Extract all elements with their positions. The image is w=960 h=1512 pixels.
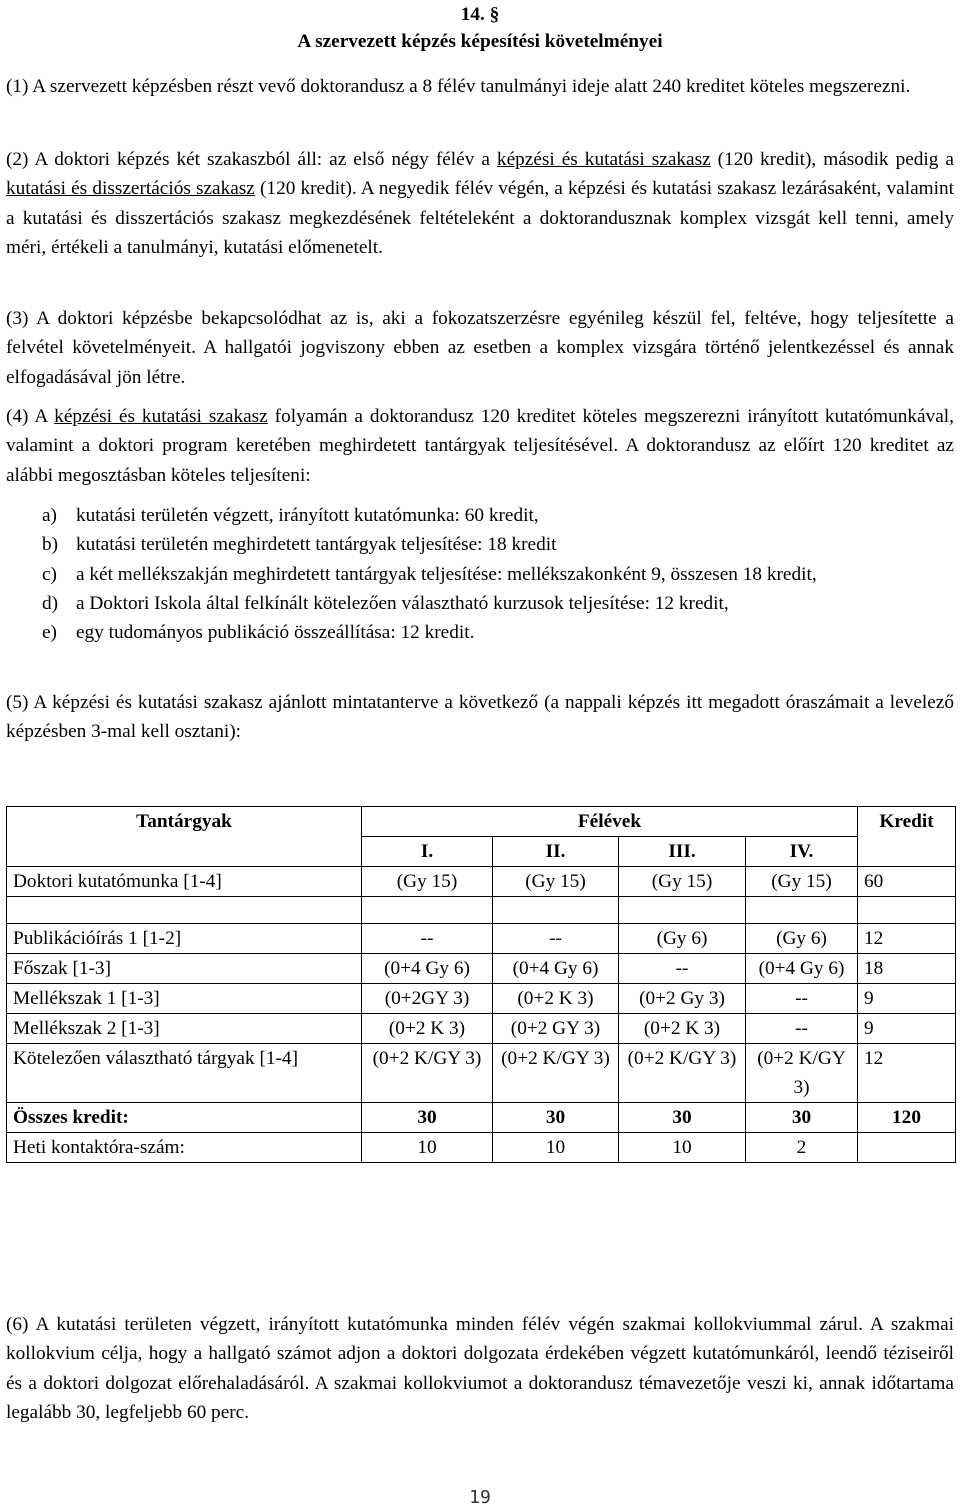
semester-cell: (0+2 K 3) bbox=[493, 984, 619, 1014]
list-item bbox=[6, 560, 954, 589]
semester-label: I. bbox=[362, 837, 493, 867]
paragraph-4-underlined: képzési és kutatási szakasz bbox=[54, 406, 268, 427]
header-credit: Kredit bbox=[858, 807, 956, 867]
paragraph-1: (1) A szervezett képzésben részt vevő doktorandusz a 8 félév tanulmányi ideje alatt 240 kreditet köteles megszerezni. bbox=[6, 76, 911, 97]
paragraph-2-underlined-1: képzési és kutatási szakasz bbox=[496, 149, 711, 170]
table-header-row bbox=[7, 807, 956, 837]
list-text: a Doktori Iskola által felkínált kötelezően választható kurzusok teljesítése: 12 kredit, bbox=[76, 592, 729, 614]
list-item bbox=[6, 501, 954, 530]
list-marker: e) bbox=[42, 622, 57, 644]
paragraph-2 bbox=[6, 145, 954, 262]
semester-cell: (0+4 Gy 6) bbox=[362, 954, 493, 984]
paragraph-2-text-b: (120 kredit), második pedig a bbox=[710, 149, 954, 170]
subject-name: Mellékszak 2 [1-3] bbox=[7, 1014, 362, 1044]
list-item bbox=[6, 589, 954, 618]
semester-cell: -- bbox=[746, 984, 858, 1014]
semester-cell: (0+2 K/GY 3) bbox=[746, 1044, 858, 1103]
contact-cell: 10 bbox=[619, 1133, 746, 1163]
header-semesters: Félévek bbox=[362, 807, 858, 837]
semester-cell: -- bbox=[493, 924, 619, 954]
paragraph-3: (3) A doktori képzésbe bekapcsolódhat az is, aki a fokozatszerzésre egyénileg készül fel, feltéve, hogy teljesítette a felvétel követelményeit. A hallgatói jogviszony ebben az esetben a komplex vizsgára történő jelentkezéssel és annak elfogadásával jön létre. bbox=[6, 308, 954, 388]
semester-cell: (Gy 15) bbox=[362, 867, 493, 897]
list-marker: d) bbox=[42, 592, 59, 614]
semester-cell: (0+2 K/GY 3) bbox=[619, 1044, 746, 1103]
list-text: kutatási területén végzett, irányított kutatómunka: 60 kredit, bbox=[76, 505, 539, 526]
list-marker: b) bbox=[42, 534, 59, 556]
semester-cell: (Gy 6) bbox=[619, 924, 746, 954]
table-spacer-row bbox=[7, 897, 956, 924]
semester-cell: (0+2GY 3) bbox=[362, 984, 493, 1014]
semester-cell: (0+2 K/GY 3) bbox=[493, 1044, 619, 1103]
table-contact-row bbox=[7, 1133, 956, 1163]
table-row bbox=[7, 867, 956, 897]
list-text: a két mellékszakján meghirdetett tantárgyak teljesítése: mellékszakonként 9, összesen 18 kredit, bbox=[76, 563, 817, 585]
paragraph-2-underlined-2: kutatási és disszertációs szakasz bbox=[6, 178, 255, 200]
table-row bbox=[7, 1044, 956, 1103]
paragraph-4 bbox=[6, 402, 954, 490]
semester-cell: -- bbox=[746, 1014, 858, 1044]
credit-cell: 12 bbox=[858, 924, 956, 954]
semester-cell: (Gy 15) bbox=[493, 867, 619, 897]
total-cell: 30 bbox=[619, 1103, 746, 1133]
page-number: 19 bbox=[469, 1487, 491, 1508]
subject-name: Publikációírás 1 [1-2] bbox=[7, 924, 362, 954]
list-marker: c) bbox=[42, 563, 57, 585]
list-marker: a) bbox=[42, 505, 57, 526]
semester-cell: (Gy 15) bbox=[746, 867, 858, 897]
total-cell: 30 bbox=[493, 1103, 619, 1133]
total-cell: 30 bbox=[362, 1103, 493, 1133]
semester-cell: -- bbox=[619, 954, 746, 984]
credit-cell: 12 bbox=[858, 1044, 956, 1103]
semester-cell: (0+2 K 3) bbox=[619, 1014, 746, 1044]
semester-cell: (0+2 K/GY 3) bbox=[362, 1044, 493, 1103]
curriculum-table bbox=[6, 806, 956, 1163]
list-text: kutatási területén meghirdetett tantárgyak teljesítése: 18 kredit bbox=[76, 534, 557, 556]
paragraph-2-text-a: (2) A doktori képzés két szakaszból áll: az első négy félév a bbox=[6, 149, 497, 170]
paragraph-6: (6) A kutatási területen végzett, irányított kutatómunka minden félév végén szakmai kollokviummal zárul. A szakmai kollokvium célja, hogy a hallgató számot adjon a doktori dolgozata érdekében végzett kutatómunkáról, leendő téziseiről és a doktori dolgozat előrehaladásáról. A szakmai kollokviumot a doktorandusz témavezetője veszi ki, annak időtartama legalább 30, legfeljebb 60 perc. bbox=[6, 1314, 954, 1423]
contact-credit-cell bbox=[858, 1133, 956, 1163]
table-row bbox=[7, 954, 956, 984]
semester-cell: (Gy 6) bbox=[746, 924, 858, 954]
paragraph-4-text-a: (4) A bbox=[6, 406, 55, 427]
paragraph-5: (5) A képzési és kutatási szakasz ajánlott mintatanterve a következő (a nappali képzés itt megadott óraszámait a levelező képzésben 3-mal kell osztani): bbox=[6, 692, 954, 743]
semester-cell: (0+2 K 3) bbox=[362, 1014, 493, 1044]
total-cell: 30 bbox=[746, 1103, 858, 1133]
paragraph-4-text-b: folyamán a doktorandusz 120 kreditet köteles megszerezni irányított kutatómunkával, valamint a doktori program keretében meghirdetett tantárgyak teljesítésével. A doktorandusz az előírt 120 kreditet az alábbi megosztásban köteles teljesíteni: bbox=[6, 406, 954, 486]
table-row bbox=[7, 924, 956, 954]
credit-cell: 18 bbox=[858, 954, 956, 984]
section-title: A szervezett képzés képesítési követelményei bbox=[297, 31, 663, 52]
contact-cell: 10 bbox=[493, 1133, 619, 1163]
table-row bbox=[7, 984, 956, 1014]
semester-cell: (0+4 Gy 6) bbox=[493, 954, 619, 984]
semester-label: IV. bbox=[746, 837, 858, 867]
subject-name: Mellékszak 1 [1-3] bbox=[7, 984, 362, 1014]
semester-cell: (Gy 15) bbox=[619, 867, 746, 897]
total-label: Összes kredit: bbox=[7, 1103, 362, 1133]
credit-cell: 9 bbox=[858, 1014, 956, 1044]
table-total-row bbox=[7, 1103, 956, 1133]
credit-cell: 60 bbox=[858, 867, 956, 897]
semester-label: III. bbox=[619, 837, 746, 867]
contact-cell: 10 bbox=[362, 1133, 493, 1163]
semester-cell: (0+4 Gy 6) bbox=[746, 954, 858, 984]
credit-distribution-list bbox=[6, 501, 954, 647]
list-item bbox=[6, 618, 954, 647]
total-credit-cell: 120 bbox=[858, 1103, 956, 1133]
contact-label: Heti kontaktóra-szám: bbox=[7, 1133, 362, 1163]
semester-label: II. bbox=[493, 837, 619, 867]
credit-cell: 9 bbox=[858, 984, 956, 1014]
section-number: 14. § bbox=[460, 4, 500, 25]
semester-cell: (0+2 GY 3) bbox=[493, 1014, 619, 1044]
subject-name: Főszak [1-3] bbox=[7, 954, 362, 984]
semester-cell: (0+2 Gy 3) bbox=[619, 984, 746, 1014]
contact-cell: 2 bbox=[746, 1133, 858, 1163]
header-subjects: Tantárgyak bbox=[7, 807, 362, 867]
list-item bbox=[6, 530, 954, 559]
list-text: egy tudományos publikáció összeállítása: 12 kredit. bbox=[76, 622, 475, 644]
subject-name: Doktori kutatómunka [1-4] bbox=[7, 867, 362, 897]
semester-cell: -- bbox=[362, 924, 493, 954]
table-row bbox=[7, 1014, 956, 1044]
subject-name: Kötelezően választható tárgyak [1-4] bbox=[7, 1044, 362, 1103]
paragraph-2-text-c: (120 kredit). A negyedik félév végén, a képzési és kutatási szakasz lezárásaként, valamint a kutatási és disszertációs szakasz megkezdésének feltételeként a doktorandusznak komplex vizsgát kell tenni, amely méri, értékeli a tanulmányi, kutatási előmenetelt. bbox=[6, 178, 954, 258]
